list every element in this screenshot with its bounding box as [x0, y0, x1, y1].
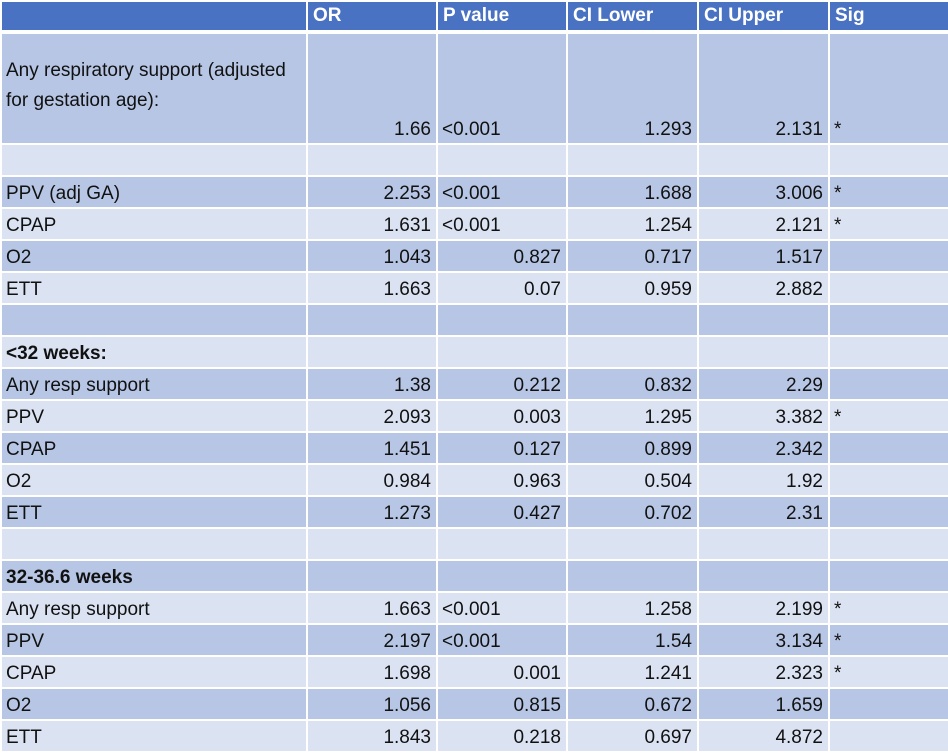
odds-ratio-cell	[307, 560, 437, 592]
p-value-cell: <0.001	[437, 624, 567, 656]
odds-ratio-cell: 1.631	[307, 208, 437, 240]
sig-cell: *	[829, 400, 948, 432]
p-value-cell: 0.218	[437, 720, 567, 752]
odds-ratio-cell: 1.043	[307, 240, 437, 272]
sig-cell: *	[829, 208, 948, 240]
header-label	[1, 1, 307, 32]
p-value-cell	[437, 144, 567, 176]
row-label: CPAP	[1, 208, 307, 240]
table-row	[1, 400, 948, 432]
ci-lower-cell	[567, 336, 698, 368]
odds-ratio-cell: 1.451	[307, 432, 437, 464]
p-value-cell	[437, 304, 567, 336]
row-label: 32-36.6 weeks	[1, 560, 307, 592]
row-label: CPAP	[1, 656, 307, 688]
ci-lower-cell: 0.504	[567, 464, 698, 496]
row-label	[1, 528, 307, 560]
p-value-cell	[437, 560, 567, 592]
p-value-cell: 0.003	[437, 400, 567, 432]
ci-upper-cell: 2.199	[698, 592, 829, 624]
table-row	[1, 720, 948, 752]
row-label: ETT	[1, 720, 307, 752]
p-value-cell	[437, 336, 567, 368]
sig-cell	[829, 336, 948, 368]
ci-upper-cell	[698, 560, 829, 592]
sig-cell	[829, 528, 948, 560]
ci-lower-cell: 0.702	[567, 496, 698, 528]
ci-upper-cell: 3.382	[698, 400, 829, 432]
table-row	[1, 624, 948, 656]
sig-cell	[829, 144, 948, 176]
ci-upper-cell: 2.29	[698, 368, 829, 400]
header-p-value: P value	[437, 1, 567, 32]
ci-upper-cell: 2.131	[698, 32, 829, 144]
row-label: Any resp support	[1, 592, 307, 624]
row-label: <32 weeks:	[1, 336, 307, 368]
row-label: Any respiratory support (adjusted for gestation age):	[1, 32, 307, 144]
table-row	[1, 304, 948, 336]
p-value-cell: 0.001	[437, 656, 567, 688]
sig-cell	[829, 368, 948, 400]
sig-cell	[829, 432, 948, 464]
table-row	[1, 560, 948, 592]
sig-cell	[829, 304, 948, 336]
p-value-cell: 0.827	[437, 240, 567, 272]
ci-upper-cell	[698, 304, 829, 336]
row-label: ETT	[1, 496, 307, 528]
table-row	[1, 464, 948, 496]
odds-ratio-cell	[307, 528, 437, 560]
sig-cell: *	[829, 32, 948, 144]
ci-lower-cell: 0.832	[567, 368, 698, 400]
row-label: PPV	[1, 624, 307, 656]
row-label: PPV	[1, 400, 307, 432]
odds-ratio-cell	[307, 304, 437, 336]
ci-upper-cell: 4.872	[698, 720, 829, 752]
sig-cell	[829, 688, 948, 720]
header-ci-upper: CI Upper	[698, 1, 829, 32]
row-label: Any resp support	[1, 368, 307, 400]
table-body	[1, 32, 948, 752]
sig-cell	[829, 720, 948, 752]
ci-lower-cell: 1.54	[567, 624, 698, 656]
ci-lower-cell	[567, 144, 698, 176]
table-row	[1, 432, 948, 464]
table-row	[1, 144, 948, 176]
ci-upper-cell: 1.92	[698, 464, 829, 496]
p-value-cell: 0.07	[437, 272, 567, 304]
odds-ratio-cell: 2.197	[307, 624, 437, 656]
ci-lower-cell: 0.672	[567, 688, 698, 720]
odds-ratio-cell: 1.663	[307, 272, 437, 304]
ci-upper-cell: 3.006	[698, 176, 829, 208]
row-label: ETT	[1, 272, 307, 304]
table-row	[1, 496, 948, 528]
table-row	[1, 208, 948, 240]
row-label: CPAP	[1, 432, 307, 464]
row-label: O2	[1, 688, 307, 720]
p-value-cell: 0.427	[437, 496, 567, 528]
odds-ratio-cell: 1.66	[307, 32, 437, 144]
sig-cell: *	[829, 624, 948, 656]
ci-upper-cell	[698, 528, 829, 560]
header-ci-lower: CI Lower	[567, 1, 698, 32]
p-value-cell	[437, 528, 567, 560]
row-label: O2	[1, 240, 307, 272]
p-value-cell: <0.001	[437, 176, 567, 208]
sig-cell: *	[829, 592, 948, 624]
sig-cell	[829, 560, 948, 592]
sig-cell	[829, 496, 948, 528]
ci-lower-cell: 1.241	[567, 656, 698, 688]
sig-cell	[829, 272, 948, 304]
sig-cell	[829, 240, 948, 272]
ci-upper-cell: 2.323	[698, 656, 829, 688]
ci-lower-cell	[567, 560, 698, 592]
odds-ratio-cell: 0.984	[307, 464, 437, 496]
odds-ratio-cell: 1.663	[307, 592, 437, 624]
odds-ratio-cell: 1.698	[307, 656, 437, 688]
ci-lower-cell	[567, 304, 698, 336]
table-row	[1, 656, 948, 688]
header-row	[1, 1, 948, 32]
p-value-cell: <0.001	[437, 208, 567, 240]
row-label: O2	[1, 464, 307, 496]
table-row	[1, 368, 948, 400]
odds-ratio-cell: 1.273	[307, 496, 437, 528]
header-sig: Sig	[829, 1, 948, 32]
table-row	[1, 336, 948, 368]
ci-lower-cell: 1.688	[567, 176, 698, 208]
table-row	[1, 32, 948, 144]
ci-lower-cell: 1.258	[567, 592, 698, 624]
ci-lower-cell	[567, 528, 698, 560]
p-value-cell: <0.001	[437, 592, 567, 624]
odds-ratio-cell: 1.843	[307, 720, 437, 752]
ci-lower-cell: 1.254	[567, 208, 698, 240]
ci-upper-cell: 2.31	[698, 496, 829, 528]
table-row	[1, 688, 948, 720]
row-label: PPV (adj GA)	[1, 176, 307, 208]
sig-cell: *	[829, 176, 948, 208]
odds-ratio-cell	[307, 144, 437, 176]
table-row	[1, 592, 948, 624]
odds-ratio-cell	[307, 336, 437, 368]
table-row	[1, 272, 948, 304]
table-row	[1, 240, 948, 272]
ci-upper-cell	[698, 336, 829, 368]
p-value-cell: 0.963	[437, 464, 567, 496]
ci-lower-cell: 0.697	[567, 720, 698, 752]
ci-lower-cell: 0.717	[567, 240, 698, 272]
odds-ratio-cell: 2.093	[307, 400, 437, 432]
sig-cell	[829, 464, 948, 496]
odds-ratio-cell: 1.056	[307, 688, 437, 720]
table-row	[1, 528, 948, 560]
p-value-cell: 0.212	[437, 368, 567, 400]
p-value-cell: <0.001	[437, 32, 567, 144]
p-value-cell: 0.127	[437, 432, 567, 464]
sig-cell: *	[829, 656, 948, 688]
ci-upper-cell: 2.121	[698, 208, 829, 240]
ci-upper-cell: 2.342	[698, 432, 829, 464]
odds-ratio-cell: 2.253	[307, 176, 437, 208]
ci-lower-cell: 1.293	[567, 32, 698, 144]
ci-upper-cell: 1.659	[698, 688, 829, 720]
ci-upper-cell: 3.134	[698, 624, 829, 656]
ci-upper-cell: 1.517	[698, 240, 829, 272]
ci-upper-cell: 2.882	[698, 272, 829, 304]
row-label	[1, 304, 307, 336]
table-row	[1, 176, 948, 208]
ci-upper-cell	[698, 144, 829, 176]
header-or: OR	[307, 1, 437, 32]
row-label	[1, 144, 307, 176]
odds-ratio-cell: 1.38	[307, 368, 437, 400]
ci-lower-cell: 0.959	[567, 272, 698, 304]
ci-lower-cell: 1.295	[567, 400, 698, 432]
p-value-cell: 0.815	[437, 688, 567, 720]
ci-lower-cell: 0.899	[567, 432, 698, 464]
